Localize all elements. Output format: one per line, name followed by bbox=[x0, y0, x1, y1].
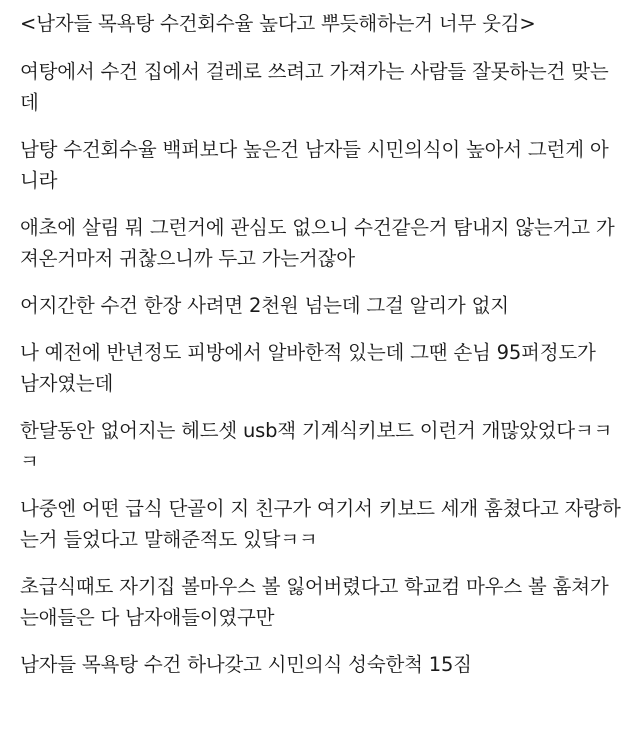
paragraph-7 bbox=[20, 493, 621, 555]
paragraph-line: 는거 들었다고 말해준적도 있닼ㅋㅋ bbox=[20, 528, 318, 551]
paragraph-line: 남자였는데 bbox=[20, 372, 114, 395]
paragraph-8 bbox=[20, 571, 617, 633]
post-title: <남자들 목욕탕 수건회수율 높다고 뿌듯해하는거 너무 웃김> bbox=[20, 12, 536, 35]
paragraph-line: 나 예전에 반년정도 피방에서 알바한적 있는데 그땐 손님 95퍼정도가 bbox=[20, 341, 596, 364]
paragraph-line: 져온거마저 귀찮으니까 두고 가는거잖아 bbox=[20, 247, 355, 270]
paragraph-2 bbox=[20, 134, 617, 196]
paragraph-4 bbox=[20, 290, 617, 321]
paragraph-line: 는애들은 다 남자애들이였구만 bbox=[20, 606, 275, 629]
paragraph-line: 데 bbox=[20, 91, 39, 114]
paragraph-line: 애초에 살림 뭐 그런거에 관심도 없으니 수건같은거 탐내지 않는거고 가 bbox=[20, 216, 615, 239]
paragraph-9 bbox=[20, 649, 617, 680]
paragraph-line: 어지간한 수건 한장 사려면 2천원 넘는데 그걸 알리가 없지 bbox=[20, 294, 509, 317]
paragraph-line: 한달동안 없어지는 헤드셋 usb잭 기계식키보드 이런거 개많았었다ㅋㅋ bbox=[20, 419, 613, 442]
paragraph-line: 니라 bbox=[20, 169, 58, 192]
paragraph-1 bbox=[20, 56, 617, 118]
paragraph-line: ㅋ bbox=[20, 450, 39, 473]
paragraph-5 bbox=[20, 337, 617, 399]
paragraph-line: 나중엔 어떤 급식 단골이 지 친구가 여기서 키보드 세개 훔쳤다고 자랑하 bbox=[20, 497, 621, 520]
paragraph-line: 남자들 목욕탕 수건 하나갖고 시민의식 성숙한척 15짐 bbox=[20, 653, 472, 676]
paragraph-6 bbox=[20, 415, 617, 477]
paragraph-line: 초급식때도 자기집 볼마우스 볼 잃어버렸다고 학교컴 마우스 볼 훔쳐가 bbox=[20, 575, 609, 598]
paragraph-line: 남탕 수건회수율 백퍼보다 높은건 남자들 시민의식이 높아서 그런게 아 bbox=[20, 138, 609, 161]
paragraph-3 bbox=[20, 212, 617, 274]
paragraph-line: 여탕에서 수건 집에서 걸레로 쓰려고 가져가는 사람들 잘못하는건 맞는 bbox=[20, 60, 609, 83]
